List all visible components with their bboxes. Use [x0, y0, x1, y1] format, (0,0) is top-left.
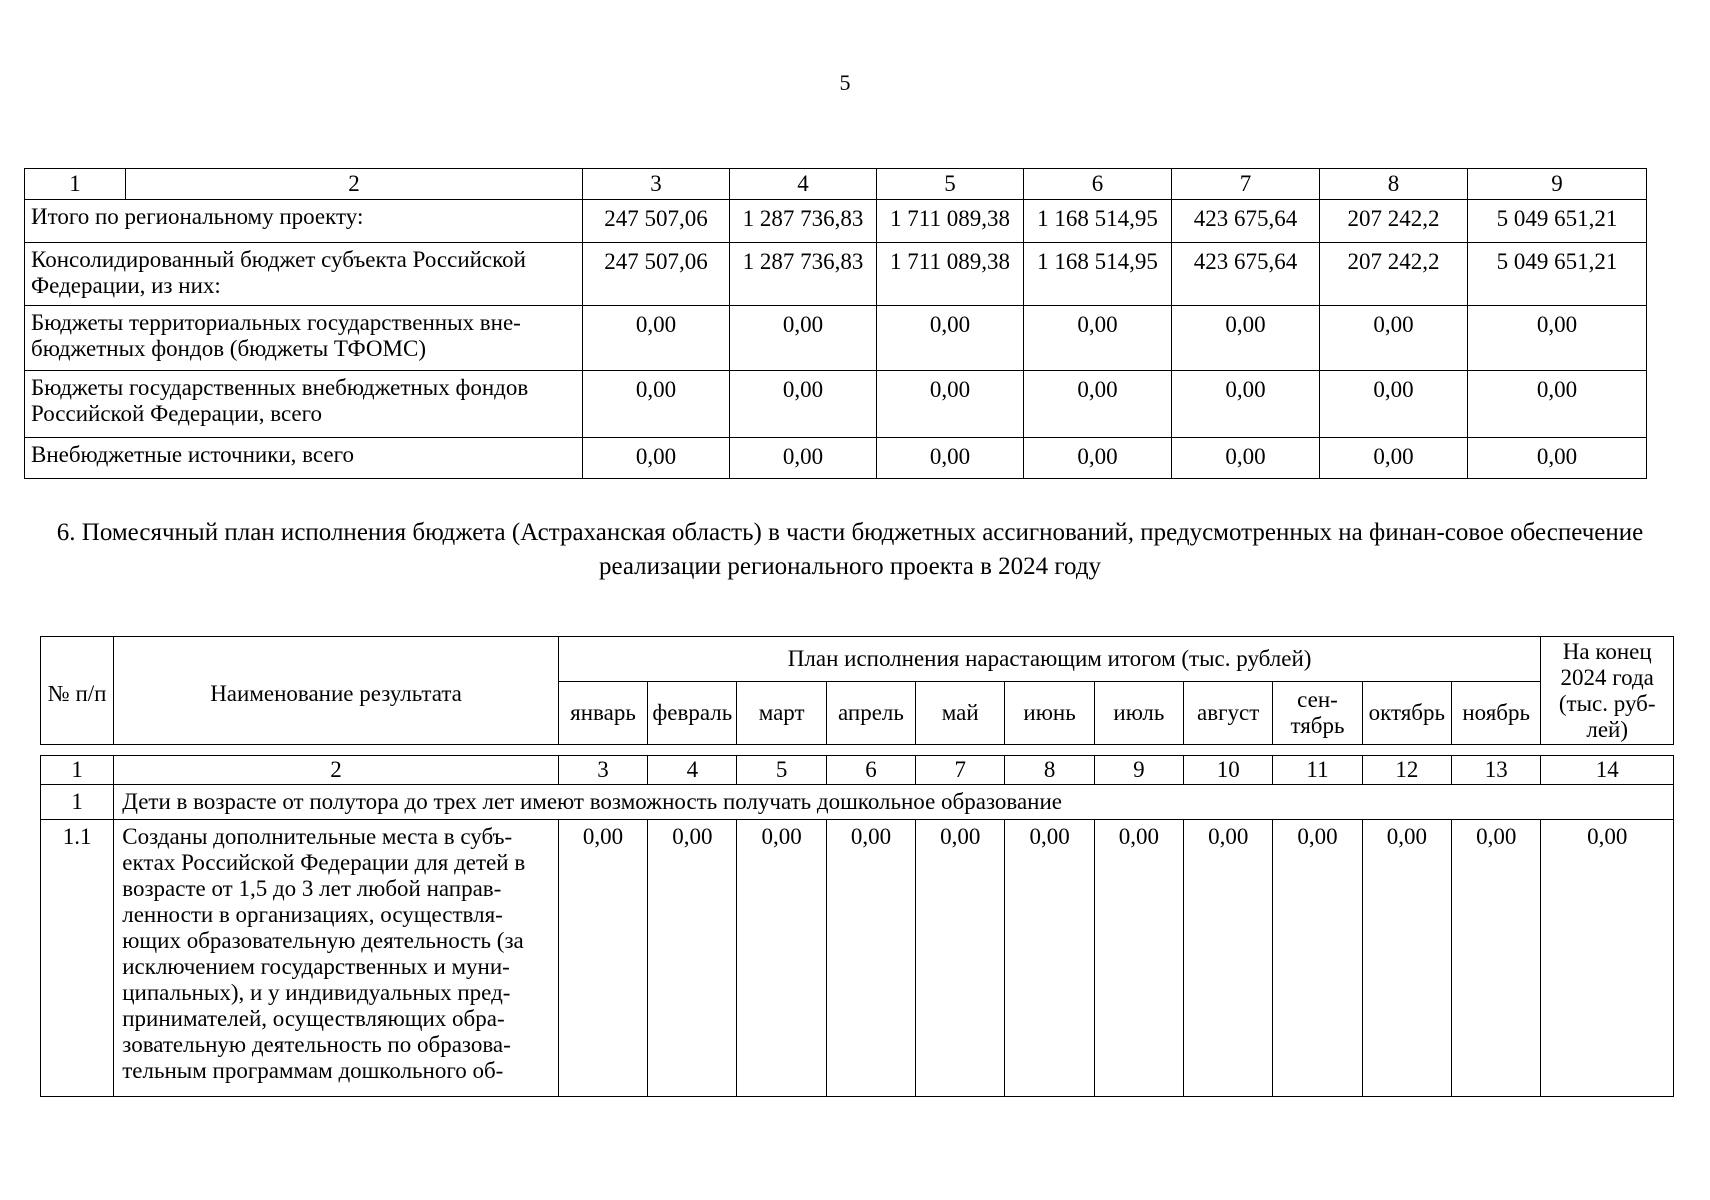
month-header: октябрь	[1362, 682, 1451, 745]
col-number: 7	[1172, 169, 1320, 200]
month-header: июль	[1094, 682, 1183, 745]
value-cell: 0,00	[1024, 371, 1172, 438]
table-row	[25, 306, 1647, 371]
value-cell: 0,00	[648, 820, 737, 1097]
col-number: 10	[1184, 756, 1273, 785]
value-cell: 0,00	[1184, 820, 1273, 1097]
value-cell: 0,00	[1320, 438, 1468, 479]
col-number: 1	[41, 756, 114, 785]
row-label: Бюджеты территориальных государственных вне-бюджетных фондов (бюджеты ТФОМС)	[25, 306, 583, 371]
row-label: Внебюджетные источники, всего	[25, 438, 583, 479]
value-cell: 247 507,06	[583, 243, 730, 306]
col-number: 4	[648, 756, 737, 785]
col-number: 6	[1024, 169, 1172, 200]
table-row	[25, 200, 1647, 243]
row-label: Итого по региональному проекту:	[25, 200, 583, 243]
col-number: 13	[1451, 756, 1540, 785]
value-cell: 207 242,2	[1320, 243, 1468, 306]
value-cell: 0,00	[1468, 306, 1647, 371]
value-cell: 0,00	[730, 306, 877, 371]
month-header: январь	[558, 682, 647, 745]
value-cell: 0,00	[1468, 371, 1647, 438]
budget-summary-table	[24, 168, 1647, 479]
col-number: 12	[1362, 756, 1451, 785]
value-cell: 0,00	[1005, 820, 1094, 1097]
month-header: ноябрь	[1451, 682, 1540, 745]
col-number: 6	[826, 756, 915, 785]
row-label: Бюджеты государственных внебюджетных фондов Российской Федерации, всего	[25, 371, 583, 438]
col-number: 2	[114, 756, 559, 785]
value-cell: 0,00	[1273, 820, 1362, 1097]
header-number: № п/п	[41, 637, 114, 745]
value-cell: 0,00	[916, 820, 1005, 1097]
col-number: 5	[737, 756, 826, 785]
table-row	[25, 438, 1647, 479]
month-header: июнь	[1005, 682, 1094, 745]
month-header: март	[737, 682, 826, 745]
value-cell: 0,00	[1468, 438, 1647, 479]
value-cell: 0,00	[737, 820, 826, 1097]
table2-header-row	[41, 637, 1674, 682]
month-header: сен-тябрь	[1273, 682, 1362, 745]
value-cell: 0,00	[730, 438, 877, 479]
col-number: 5	[877, 169, 1024, 200]
value-cell: 0,00	[730, 371, 877, 438]
value-cell: 1 168 514,95	[1024, 243, 1172, 306]
value-cell: 247 507,06	[583, 200, 730, 243]
value-cell: 1 168 514,95	[1024, 200, 1172, 243]
group-title: Дети в возрасте от полутора до трех лет имеют возможность получать дошкольное образование	[114, 785, 1674, 820]
col-number: 8	[1005, 756, 1094, 785]
value-cell: 0,00	[583, 306, 730, 371]
value-cell: 423 675,64	[1172, 243, 1320, 306]
value-cell: 0,00	[1320, 306, 1468, 371]
value-cell: 0,00	[1451, 820, 1540, 1097]
table-row	[25, 243, 1647, 306]
col-number: 3	[558, 756, 647, 785]
table-gap	[41, 745, 1674, 756]
month-header: май	[916, 682, 1005, 745]
value-cell: 0,00	[877, 371, 1024, 438]
value-cell: 0,00	[877, 306, 1024, 371]
month-header: февраль	[648, 682, 737, 745]
header-plan: План исполнения нарастающим итогом (тыс. рублей)	[558, 637, 1541, 682]
page-number: 5	[839, 70, 851, 95]
month-header: апрель	[826, 682, 915, 745]
table2-column-numbers	[41, 756, 1674, 785]
value-cell: 0,00	[826, 820, 915, 1097]
col-number: 9	[1094, 756, 1183, 785]
value-cell: 1 711 089,38	[877, 200, 1024, 243]
value-cell: 1 711 089,38	[877, 243, 1024, 306]
value-cell: 0,00	[1362, 820, 1451, 1097]
value-cell: 1 287 736,83	[730, 200, 877, 243]
col-number: 14	[1541, 756, 1674, 785]
value-cell: 0,00	[583, 371, 730, 438]
value-cell: 0,00	[1172, 371, 1320, 438]
value-cell: 0,00	[1172, 438, 1320, 479]
col-number: 9	[1468, 169, 1647, 200]
table1-column-numbers	[25, 169, 1647, 200]
col-number: 3	[583, 169, 730, 200]
value-cell: 0,00	[1320, 371, 1468, 438]
col-number: 2	[126, 169, 583, 200]
col-number: 8	[1320, 169, 1468, 200]
group-number: 1	[41, 785, 114, 820]
value-cell: 0,00	[558, 820, 647, 1097]
header-result-name: Наименование результата	[114, 637, 559, 745]
col-number: 7	[916, 756, 1005, 785]
section-title: 6. Помесячный план исполнения бюджета (Астраханская область) в части бюджетных ассигнований, предусмотренных на финан-совое обеспечение реализации регионального проекта в 2024 году	[56, 519, 1644, 580]
group-row	[41, 785, 1674, 820]
result-number: 1.1	[41, 820, 114, 1097]
result-name: Созданы дополнительные места в субъ-ектах Российской Федерации для детей в возрасте от 1,5 до 3 лет любой направ-ленности в организациях, осуществля-ющих образовательную деятельность (за исключением государственных и муни-ципальных), и у индивидуальных пред-принимателей, осуществляющих обра-зовательную деятельность по образова-тельным программам дошкольного об-	[114, 820, 559, 1097]
monthly-plan-table	[40, 636, 1674, 1097]
gap-cell	[41, 745, 1674, 756]
value-cell: 0,00	[1541, 820, 1674, 1097]
header-year-end: На конец 2024 года (тыс. руб-лей)	[1541, 637, 1674, 745]
value-cell: 0,00	[1094, 820, 1183, 1097]
value-cell: 5 049 651,21	[1468, 243, 1647, 306]
result-row	[41, 820, 1674, 1097]
value-cell: 5 049 651,21	[1468, 200, 1647, 243]
value-cell: 0,00	[1172, 306, 1320, 371]
value-cell: 0,00	[583, 438, 730, 479]
row-label: Консолидированный бюджет субъекта Российской Федерации, из них:	[25, 243, 583, 306]
value-cell: 207 242,2	[1320, 200, 1468, 243]
col-number: 1	[25, 169, 126, 200]
month-header: август	[1184, 682, 1273, 745]
value-cell: 0,00	[1024, 438, 1172, 479]
table-row	[25, 371, 1647, 438]
value-cell: 0,00	[877, 438, 1024, 479]
value-cell: 423 675,64	[1172, 200, 1320, 243]
col-number: 11	[1273, 756, 1362, 785]
value-cell: 1 287 736,83	[730, 243, 877, 306]
col-number: 4	[730, 169, 877, 200]
value-cell: 0,00	[1024, 306, 1172, 371]
